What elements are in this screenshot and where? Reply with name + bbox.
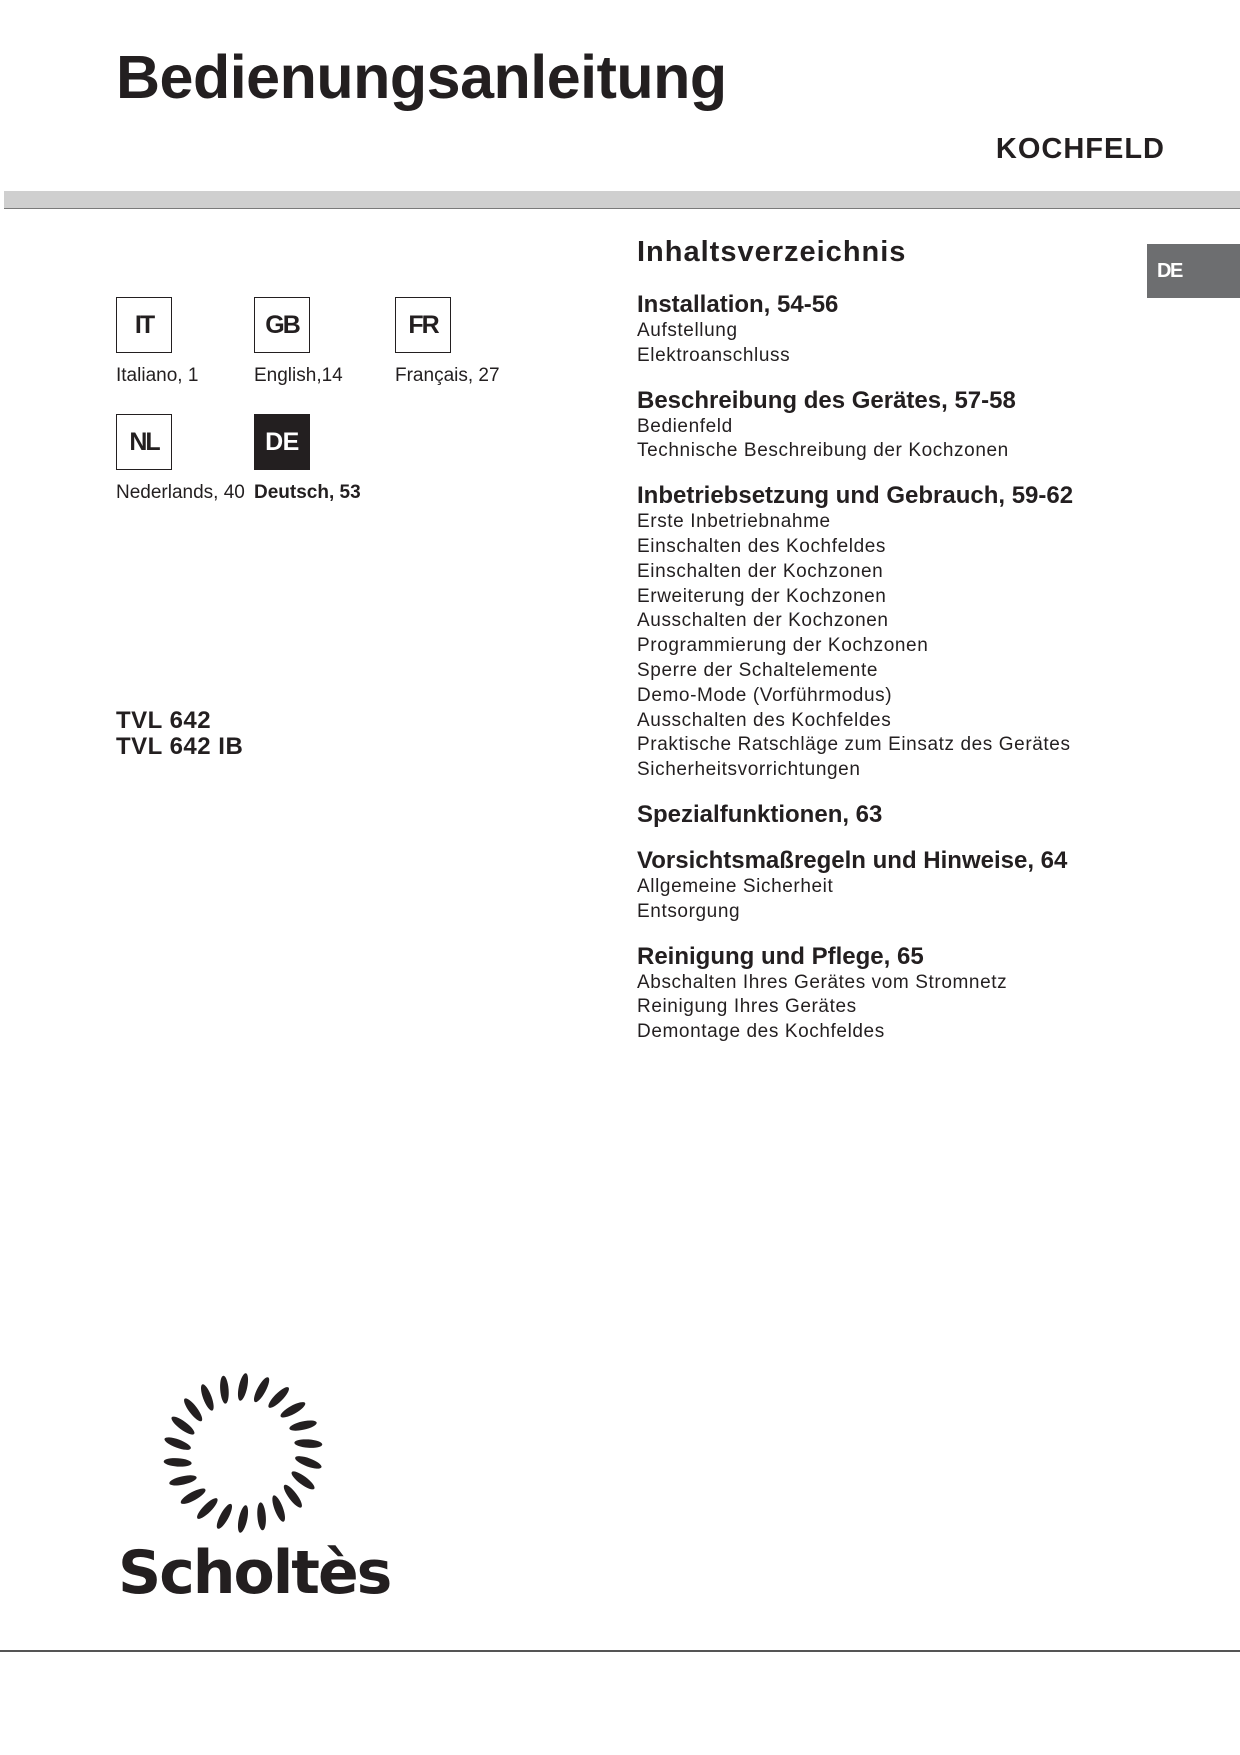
toc-section bbox=[637, 387, 1137, 465]
toc-subitem[interactable]: Abschalten Ihres Gerätes vom Stromnetz bbox=[637, 971, 1008, 993]
sun-ray bbox=[219, 1375, 230, 1404]
language-nl[interactable] bbox=[116, 414, 245, 504]
toc-subitem[interactable]: Praktische Ratschläge zum Einsatz des Gerätes bbox=[637, 734, 1071, 756]
document-title: Bedienungsanleitung bbox=[116, 43, 727, 111]
sun-ray bbox=[256, 1502, 267, 1531]
sun-ray bbox=[194, 1496, 220, 1522]
toc-section bbox=[637, 801, 1137, 829]
sun-ray bbox=[251, 1375, 272, 1404]
table-of-contents bbox=[637, 236, 1137, 1063]
sun-ray bbox=[294, 1454, 323, 1472]
language-code-box: NL bbox=[116, 414, 172, 470]
sun-ray bbox=[181, 1396, 205, 1423]
sun-ray bbox=[281, 1483, 305, 1510]
side-language-tab: DE bbox=[1147, 244, 1240, 298]
toc-subitem[interactable]: Erste Inbetriebnahme bbox=[637, 511, 831, 533]
toc-section-title[interactable]: Inbetriebsetzung und Gebrauch, 59-62 bbox=[637, 482, 1074, 510]
header-rule bbox=[4, 208, 1240, 209]
toc-subitem[interactable]: Technische Beschreibung der Kochzonen bbox=[637, 440, 1009, 462]
language-label: Italiano, 1 bbox=[116, 365, 199, 386]
toc-section bbox=[637, 482, 1137, 783]
toc-section-title[interactable]: Spezialfunktionen, 63 bbox=[637, 800, 883, 828]
header-band bbox=[4, 191, 1240, 208]
sun-ray bbox=[289, 1469, 316, 1492]
sun-ray bbox=[288, 1418, 317, 1432]
toc-sections bbox=[637, 291, 1137, 1045]
language-label: Nederlands, 40 bbox=[116, 482, 245, 503]
sun-ray bbox=[163, 1457, 191, 1467]
toc-subitem[interactable]: Aufstellung bbox=[637, 320, 738, 341]
model-name: TVL 642 IB bbox=[116, 733, 244, 760]
language-label: Français, 27 bbox=[395, 365, 500, 386]
sun-ray bbox=[163, 1435, 192, 1453]
toc-section-title[interactable]: Reinigung und Pflege, 65 bbox=[637, 942, 924, 970]
toc-section bbox=[637, 847, 1137, 925]
language-label-active: Deutsch, 53 bbox=[254, 482, 361, 503]
toc-subitem[interactable]: Reinigung Ihres Gerätes bbox=[637, 996, 857, 1018]
language-it[interactable] bbox=[116, 297, 198, 387]
toc-subitem[interactable]: Einschalten der Kochzonen bbox=[637, 560, 884, 582]
sun-ray bbox=[168, 1473, 197, 1487]
sun-ray bbox=[236, 1372, 250, 1401]
sun-ray bbox=[169, 1414, 196, 1437]
model-name: TVL 642 bbox=[116, 707, 212, 734]
toc-subitem[interactable]: Bedienfeld bbox=[637, 415, 733, 437]
toc-subitem[interactable]: Allgemeine Sicherheit bbox=[637, 875, 834, 897]
toc-heading: Inhaltsverzeichnis bbox=[637, 236, 907, 268]
toc-subitem[interactable]: Entsorgung bbox=[637, 900, 741, 922]
footer-rule bbox=[0, 1650, 1240, 1652]
brand-logo bbox=[118, 1368, 391, 1608]
brand-name: Scholtès bbox=[118, 1538, 391, 1608]
sun-ray bbox=[179, 1486, 208, 1507]
sun-burst-icon bbox=[158, 1368, 328, 1538]
toc-subitem[interactable]: Sperre der Schaltelemente bbox=[637, 659, 879, 681]
toc-subitem[interactable]: Demo-Mode (Vorführmodus) bbox=[637, 684, 893, 706]
toc-section-title[interactable]: Beschreibung des Gerätes, 57-58 bbox=[637, 386, 1016, 414]
language-code-box: FR bbox=[395, 297, 451, 353]
toc-section-title[interactable]: Vorsichtsmaßregeln und Hinweise, 64 bbox=[637, 846, 1068, 874]
product-type: KOCHFELD bbox=[995, 133, 1165, 165]
model-list bbox=[116, 708, 243, 760]
toc-subitem[interactable]: Programmierung der Kochzonen bbox=[637, 635, 929, 657]
language-code-box: IT bbox=[116, 297, 172, 353]
language-code-box: GB bbox=[254, 297, 310, 353]
sun-ray bbox=[236, 1504, 250, 1533]
language-gb[interactable] bbox=[254, 297, 343, 387]
sun-ray bbox=[270, 1494, 288, 1523]
toc-section bbox=[637, 943, 1137, 1045]
sun-ray bbox=[198, 1383, 216, 1412]
toc-section-title[interactable]: Installation, 54-56 bbox=[637, 291, 839, 318]
toc-subitem[interactable]: Ausschalten des Kochfeldes bbox=[637, 709, 892, 731]
toc-section bbox=[637, 291, 1137, 369]
toc-subitem[interactable]: Erweiterung der Kochzonen bbox=[637, 585, 887, 607]
toc-subitem[interactable]: Einschalten des Kochfeldes bbox=[637, 535, 887, 557]
toc-subitem[interactable]: Ausschalten der Kochzonen bbox=[637, 610, 889, 632]
toc-subitem[interactable]: Demontage des Kochfeldes bbox=[637, 1021, 885, 1043]
language-label: English,14 bbox=[254, 365, 343, 386]
sun-ray bbox=[294, 1438, 322, 1448]
sun-ray bbox=[266, 1385, 292, 1411]
language-fr[interactable] bbox=[395, 297, 500, 387]
language-code-box-active: DE bbox=[254, 414, 310, 470]
sun-ray bbox=[214, 1502, 235, 1531]
toc-subitem[interactable]: Sicherheitsvorrichtungen bbox=[637, 759, 861, 781]
toc-subitem[interactable]: Elektroanschluss bbox=[637, 344, 791, 366]
sun-ray bbox=[279, 1399, 308, 1420]
language-de[interactable] bbox=[254, 414, 361, 504]
